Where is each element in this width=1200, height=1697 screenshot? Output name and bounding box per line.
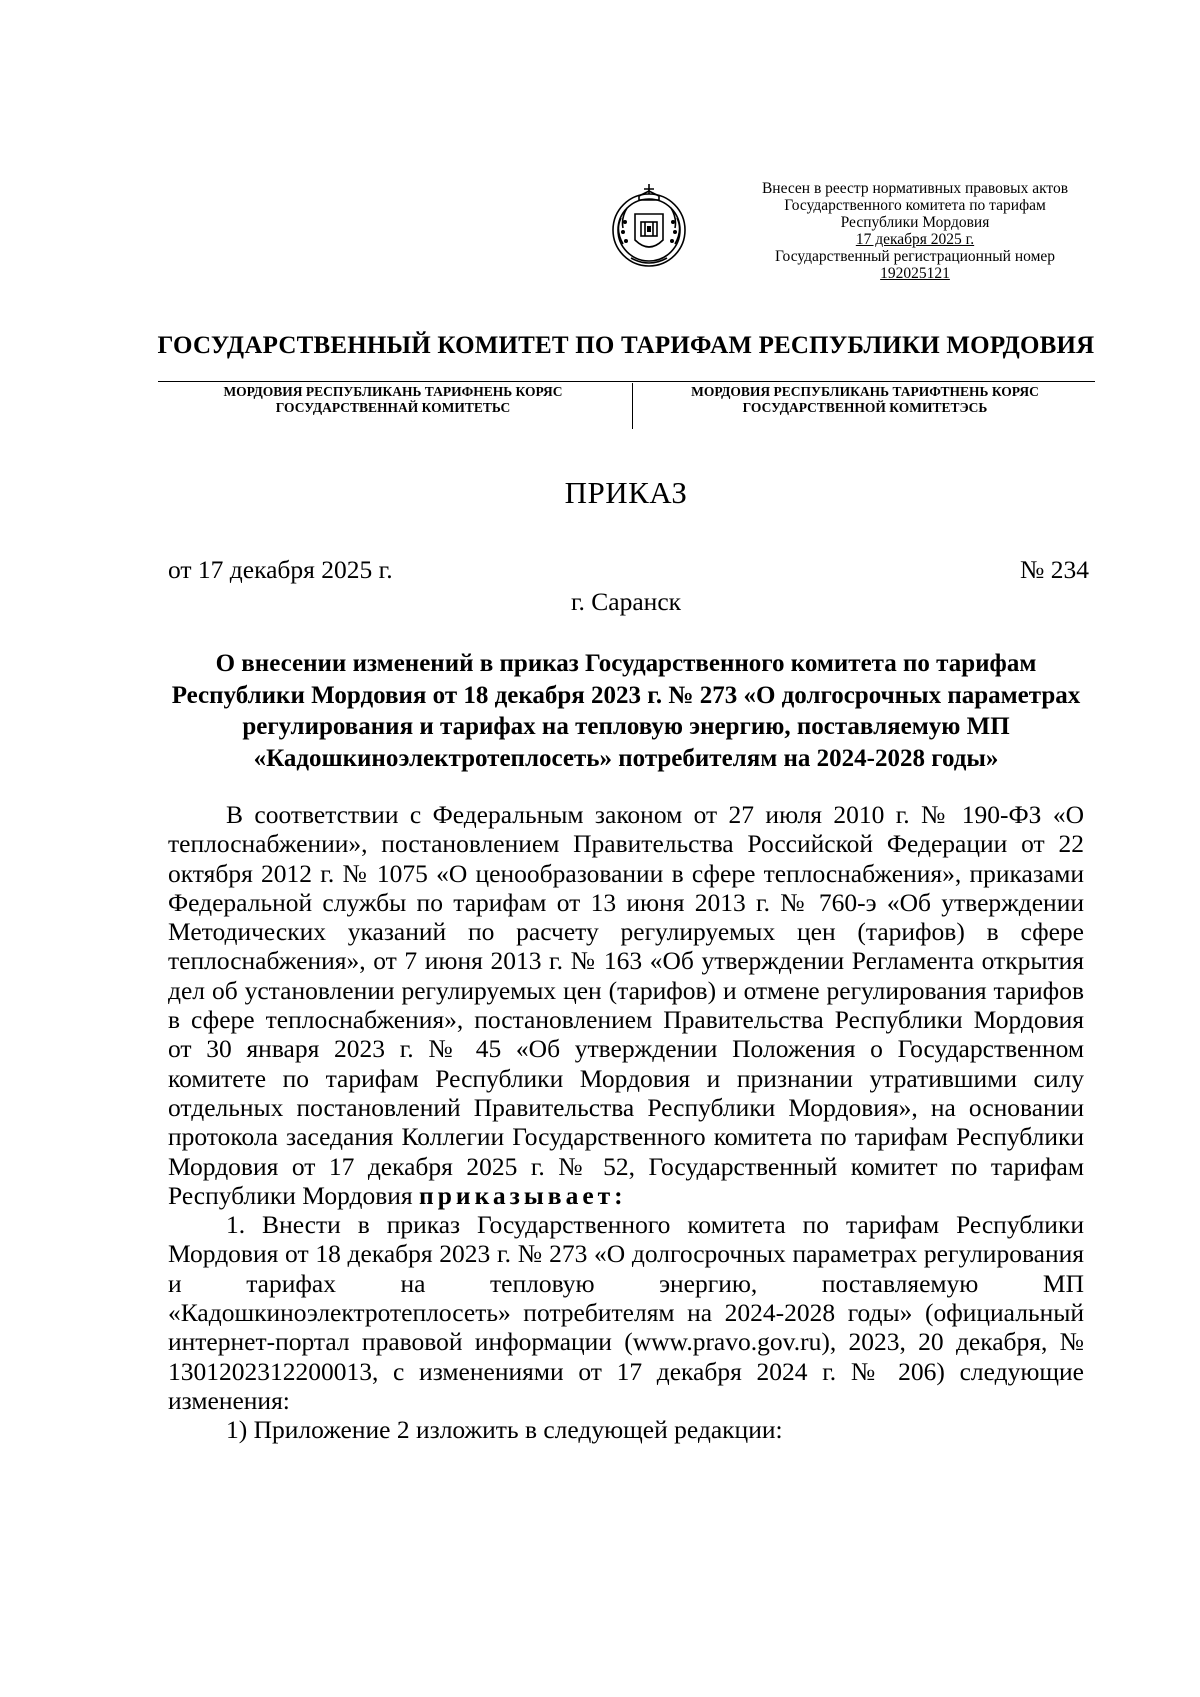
committee-name: ГОСУДАРСТВЕННЫЙ КОМИТЕТ ПО ТАРИФАМ РЕСПУБЛИКИ МОРДОВИЯ bbox=[157, 332, 1095, 359]
document-type: ПРИКАЗ bbox=[564, 475, 688, 510]
coat-of-arms-emblem bbox=[601, 178, 697, 274]
header-vertical-divider bbox=[632, 383, 633, 429]
document-date: от 17 декабря 2025 г. bbox=[168, 555, 393, 584]
registry-date: 17 декабря 2025 г. bbox=[855, 231, 975, 248]
body-paragraph: 1) Приложение 2 изложить в следующей редакции: bbox=[226, 1415, 783, 1445]
registry-number: 192025121 bbox=[880, 265, 950, 282]
document-title: О внесении изменений в приказ Государственного комитета по тарифам Республики Мордовия от 18 декабря 2023 г. № 273 «О долгосрочных параметрах регулирования и тарифах на тепловую энергию, поставляемую МП «Кадошкиноэлектротеплосеть» потребителям на 2024-2028 годы» bbox=[171, 650, 1081, 772]
order-verb: приказывает: bbox=[419, 1180, 627, 1210]
committee-name-moksha-line2: ГОСУДАРСТВЕННАЙ КОМИТЕТЬС bbox=[275, 400, 511, 415]
registry-line: Республики Мордовия bbox=[840, 214, 990, 231]
body-paragraph: 1. Внести в приказ Государственного комитета по тарифам Республики Мордовия от 18 декабря 2023 г. № 273 «О долгосрочных параметрах регулирования и тарифах на тепловую энергию, поставляемую МП «Кадошкиноэлектротеплосеть» потребителям на 2024-2028 годы» (официальный интернет-портал правовой информации (www.pravo.gov.ru), 2023, 20 декабря, № 1301202312200013, с изменениями от 17 декабря 2024 г. № 206) следующие изменения: bbox=[168, 1210, 1084, 1415]
preamble-text: В соответствии с Федеральным законом от 27 июля 2010 г. № 190-ФЗ «О теплоснабжении», постановлением Правительства Российской Федерации от 22 октября 2012 г. № 1075 «О ценообразовании в сфере теплоснабжения», приказами Федеральной службы по тарифам от 13 июня 2013 г. № 760-э «Об утверждении Методических указаний по расчету регулируемых цен (тарифов) в сфере теплоснабжения», от 7 июня 2013 г. № 163 «Об утверждении Регламента открытия дел об установлении регулируемых цен (тарифов) и отмене регулирования тарифов в сфере теплоснабжения», постановлением Правительства Республики Мордовия от 30 января 2023 г. № 45 «Об утверждении Положения о Государственном комитете по тарифам Республики Мордовия и признании утратившими силу отдельных постановлений Правительства Республики Мордовия», на основании протокола заседания Коллегии Государственного комитета по тарифам Республики Мордовия от 17 декабря 2025 г. № 52, Государственный комитет по тарифам Республики Мордовия bbox=[168, 800, 1084, 1210]
document-city: г. Саранск bbox=[570, 587, 682, 616]
committee-name-moksha bbox=[160, 384, 626, 416]
committee-name-erzya-line1: МОРДОВИЯ РЕСПУБЛИКАНЬ ТАРИФТНЕНЬ КОРЯС bbox=[691, 384, 1039, 399]
registry-line: Государственного комитета по тарифам bbox=[784, 197, 1046, 214]
body-paragraph bbox=[168, 800, 1084, 1210]
document-body bbox=[168, 800, 1084, 1445]
committee-name-erzya-line2: ГОСУДАРСТВЕННОЙ КОМИТЕТЭСЬ bbox=[742, 400, 988, 415]
committee-name-moksha-line1: МОРДОВИЯ РЕСПУБЛИКАНЬ ТАРИФНЕНЬ КОРЯС bbox=[223, 384, 563, 399]
registry-line: Государственный регистрационный номер bbox=[774, 248, 1056, 265]
registry-line: Внесен в реестр нормативных правовых актов bbox=[761, 180, 1069, 197]
header-divider bbox=[158, 381, 1095, 382]
registry-stamp bbox=[720, 180, 1110, 282]
document-number: № 234 bbox=[1020, 555, 1089, 584]
committee-name-erzya bbox=[640, 384, 1090, 416]
